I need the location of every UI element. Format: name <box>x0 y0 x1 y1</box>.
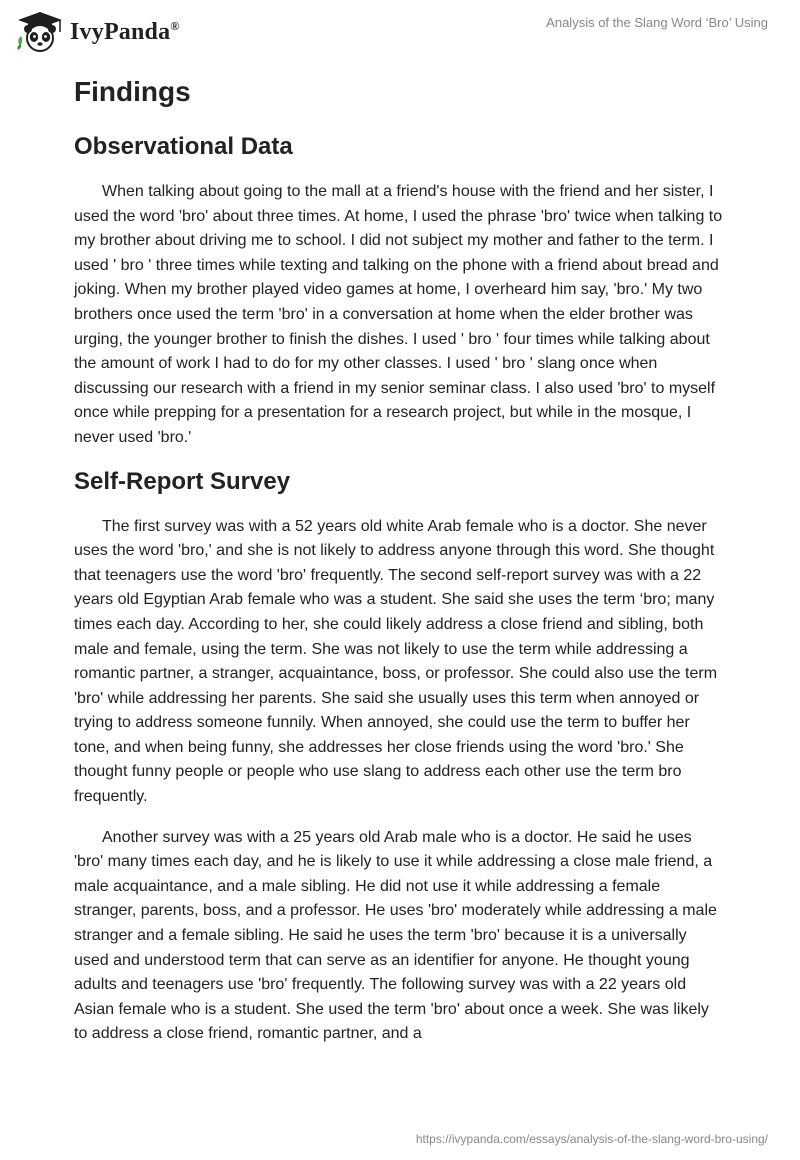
section-heading-self-report-survey: Self-Report Survey <box>74 467 291 495</box>
paragraph: When talking about going to the mall at a friend's house with the friend and her sister, I used the word 'bro' about three times. At home, I used the phrase 'bro' twice when talking to my brother about driving me to school. I did not subject my mother and father to the term. I used ' bro ' three times while texting and talking on the phone with a friend about bread and joking. When my brother played video games at home, I overheard him say, 'bro.' My two brothers once used the term 'bro' in a conversation at home when the elder brother was urging, the younger brother to finish the dishes. I used ' bro ' four times while talking about the amount of work I had to do for my other classes. I used ' bro ' slang once when discussing our research with a friend in my senior seminar class. I also used 'bro' to myself once while prepping for a presentation for a research project, but while in the mosque, I never used 'bro.' <box>74 183 723 446</box>
ivypanda-logo[interactable] <box>14 10 179 54</box>
paragraph: Another survey was with a 25 years old Arab male who is a doctor. He said he uses 'bro' many times each day, and he is likely to use it while addressing a close male friend, a male acquaintance, and a male sibling. He did not use it while addressing a female stranger, parents, boss, and a professor. He uses 'bro' moderately while addressing a male stranger and a female sibling. He said he uses the term 'bro' because it is a universally used and understood term that can serve as an identifier for anyone. He thought young adults and teenagers use 'bro' frequently. The following survey was with a 22 years old Asian female who is a student. She used the term 'bro' about once a week. She was likely to address a close friend, romantic partner, and a <box>74 828 717 1043</box>
source-url[interactable]: https://ivypanda.com/essays/analysis-of-the-slang-word-bro-using/ <box>415 1132 768 1146</box>
panda-graduate-icon <box>14 10 66 54</box>
page-header <box>0 0 800 66</box>
document-title: Analysis of the Slang Word ‘Bro’ Using <box>546 15 768 30</box>
section-heading-observational-data: Observational Data <box>74 133 293 160</box>
paragraph: The first survey was with a 52 years old white Arab female who is a doctor. She never uses the word 'bro,' and she is not likely to address anyone through this word. She thought that teenagers use the word 'bro' frequently. The second self-report survey was with a 22 years old Egyptian Arab female who was a student. She said she uses the term ‘bro; many times each day. According to her, she could likely address a close friend and sibling, both male and female, using the term. She was not likely to use the term while addressing a romantic partner, a stranger, acquaintance, boss, or professor. She could also use the term 'bro' while addressing her parents. She said she usually uses this term when annoyed or trying to address someone funnily. When annoyed, she could use the term to buffer her tone, and when being funny, she addresses her close friends using the word 'bro.' She thought funny people or people who use slang to address each other use the term bro frequently. <box>74 517 718 806</box>
page-title: Findings <box>74 76 191 107</box>
brand-name: IvyPanda® <box>70 18 180 45</box>
article-body <box>74 70 724 1063</box>
